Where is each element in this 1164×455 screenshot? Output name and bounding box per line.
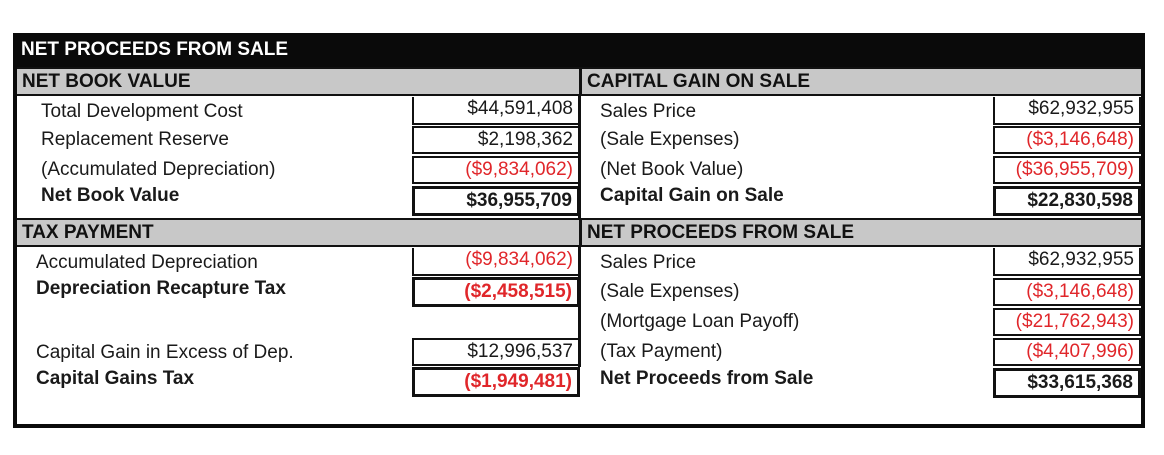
table-body xyxy=(17,67,1141,424)
nbv-total-value: $36,955,709 xyxy=(412,186,580,216)
cg-value: ($36,955,709) xyxy=(993,156,1141,184)
tax-value: $12,996,537 xyxy=(412,338,580,366)
table-title: NET PROCEEDS FROM SALE xyxy=(21,39,289,60)
cg-value: $62,932,955 xyxy=(993,97,1141,125)
nbv-value: $44,591,408 xyxy=(412,97,580,125)
tax-label: Accumulated Depreciation xyxy=(36,252,258,273)
nbv-value: $2,198,362 xyxy=(412,126,580,154)
nbv-total-label: Net Book Value xyxy=(41,185,180,206)
nbv-value: ($9,834,062) xyxy=(412,156,580,184)
tax-value: ($2,458,515) xyxy=(412,277,580,307)
nbv-label: (Accumulated Depreciation) xyxy=(41,159,276,180)
np-value: ($3,146,648) xyxy=(993,278,1141,306)
np-label: Sales Price xyxy=(600,252,697,273)
cg-total-label: Capital Gain on Sale xyxy=(600,185,784,206)
cg-total-value: $22,830,598 xyxy=(993,186,1141,216)
cg-label: Sales Price xyxy=(600,101,697,122)
np-label: (Tax Payment) xyxy=(600,341,723,362)
tax-payment-header: TAX PAYMENT xyxy=(17,218,579,247)
np-value: ($21,762,943) xyxy=(993,308,1141,336)
tax-label: Depreciation Recapture Tax xyxy=(36,278,286,299)
net-book-value-header: NET BOOK VALUE xyxy=(17,67,579,96)
cg-label: (Sale Expenses) xyxy=(600,129,740,150)
tax-label: Capital Gain in Excess of Dep. xyxy=(36,342,294,363)
np-total-label: Net Proceeds from Sale xyxy=(600,368,814,389)
net-proceeds-table xyxy=(13,33,1145,428)
cg-label: (Net Book Value) xyxy=(600,159,744,180)
np-value: $62,932,955 xyxy=(993,248,1141,276)
tax-value: ($1,949,481) xyxy=(412,367,580,397)
np-label: (Sale Expenses) xyxy=(600,281,740,302)
tax-label: Capital Gains Tax xyxy=(36,368,195,389)
cg-value: ($3,146,648) xyxy=(993,126,1141,154)
capital-gain-header: CAPITAL GAIN ON SALE xyxy=(579,67,1141,96)
nbv-label: Total Development Cost xyxy=(41,101,243,122)
net-proceeds-header: NET PROCEEDS FROM SALE xyxy=(579,218,1141,247)
tax-value: ($9,834,062) xyxy=(412,248,580,276)
np-value: ($4,407,996) xyxy=(993,338,1141,366)
np-label: (Mortgage Loan Payoff) xyxy=(600,311,800,332)
np-total-value: $33,615,368 xyxy=(993,368,1141,398)
nbv-label: Replacement Reserve xyxy=(41,129,229,150)
